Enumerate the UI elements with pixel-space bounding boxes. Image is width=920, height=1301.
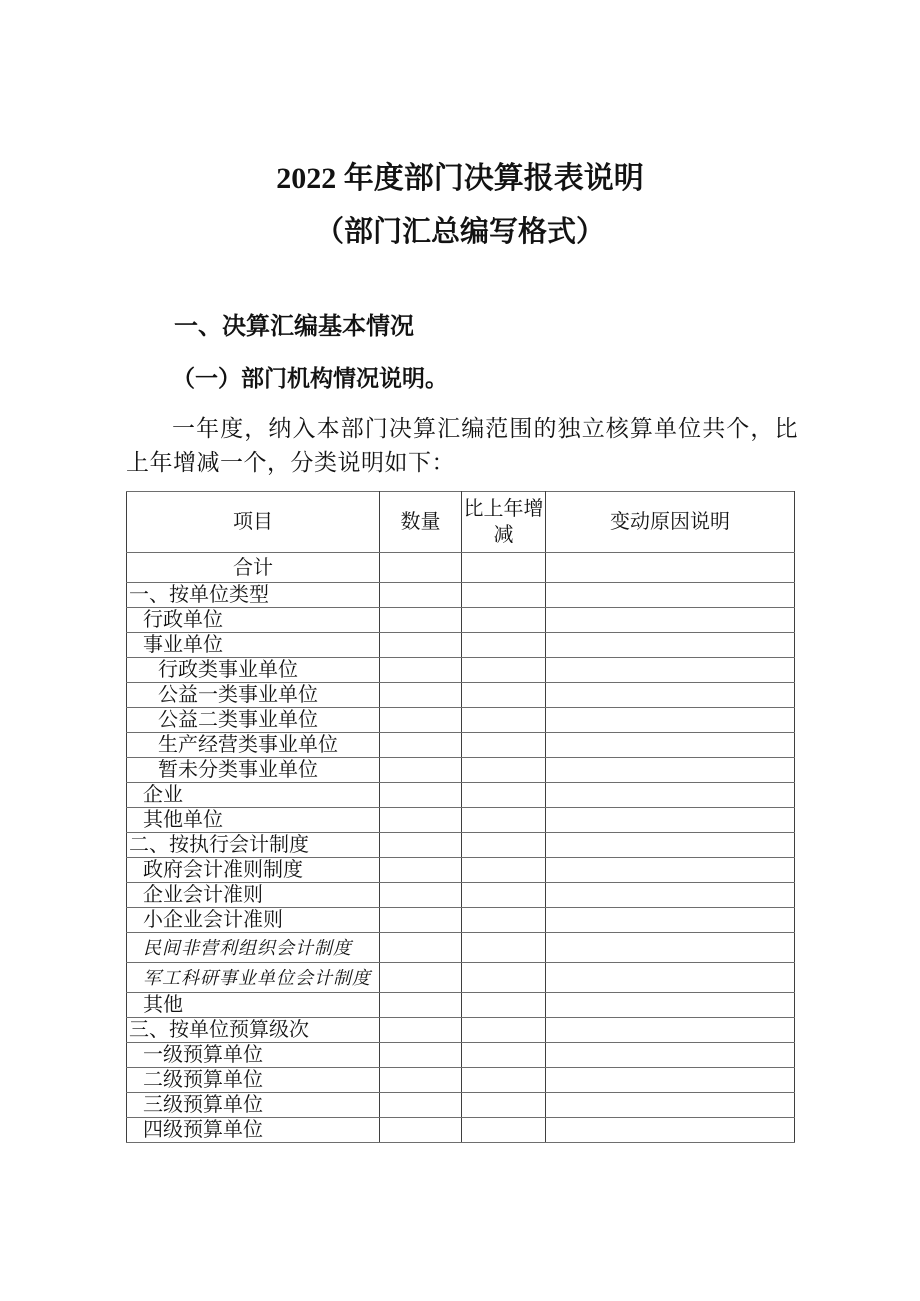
yoy-change-cell bbox=[462, 963, 546, 993]
item-cell: 二、按执行会计制度 bbox=[127, 833, 380, 858]
reason-cell bbox=[546, 1018, 795, 1043]
quantity-cell bbox=[380, 1118, 462, 1143]
document-subtitle: （部门汇总编写格式） bbox=[314, 216, 605, 248]
yoy-change-cell bbox=[462, 633, 546, 658]
table-row bbox=[127, 908, 795, 933]
reason-cell bbox=[546, 658, 795, 683]
quantity-cell bbox=[380, 683, 462, 708]
table-row bbox=[127, 963, 795, 993]
item-cell: 一、按单位类型 bbox=[127, 583, 380, 608]
table-row bbox=[127, 1018, 795, 1043]
reason-cell bbox=[546, 1093, 795, 1118]
yoy-change-cell bbox=[462, 908, 546, 933]
quantity-cell bbox=[380, 933, 462, 963]
item-cell: 小企业会计准则 bbox=[127, 908, 380, 933]
item-cell: 四级预算单位 bbox=[127, 1118, 380, 1143]
reason-cell bbox=[546, 733, 795, 758]
table-row bbox=[127, 553, 795, 583]
intro-paragraph: 一年度，纳入本部门决算汇编范围的独立核算单位共个，比上年增减一个，分类说明如下： bbox=[126, 416, 798, 475]
yoy-change-cell bbox=[462, 808, 546, 833]
yoy-change-cell bbox=[462, 858, 546, 883]
table-row bbox=[127, 633, 795, 658]
table-row bbox=[127, 808, 795, 833]
table-row bbox=[127, 933, 795, 963]
yoy-change-cell bbox=[462, 933, 546, 963]
item-cell: 事业单位 bbox=[127, 633, 380, 658]
table-row bbox=[127, 833, 795, 858]
table-header bbox=[127, 492, 795, 553]
item-cell: 三级预算单位 bbox=[127, 1093, 380, 1118]
table-header-row bbox=[127, 492, 795, 553]
reason-cell bbox=[546, 1118, 795, 1143]
item-cell: 企业会计准则 bbox=[127, 883, 380, 908]
item-cell: 三、按单位预算级次 bbox=[127, 1018, 380, 1043]
quantity-cell bbox=[380, 658, 462, 683]
yoy-change-cell bbox=[462, 583, 546, 608]
reason-cell bbox=[546, 808, 795, 833]
yoy-change-cell bbox=[462, 1093, 546, 1118]
table-row bbox=[127, 1068, 795, 1093]
item-cell: 民间非营利组织会计制度 bbox=[127, 933, 380, 963]
reason-cell bbox=[546, 783, 795, 808]
quantity-cell bbox=[380, 1093, 462, 1118]
reason-cell bbox=[546, 1043, 795, 1068]
quantity-cell bbox=[380, 758, 462, 783]
table-row bbox=[127, 708, 795, 733]
table-row bbox=[127, 1093, 795, 1118]
quantity-cell bbox=[380, 1068, 462, 1093]
item-cell: 其他单位 bbox=[127, 808, 380, 833]
table-row bbox=[127, 1043, 795, 1068]
item-cell: 其他 bbox=[127, 993, 380, 1018]
reason-cell bbox=[546, 858, 795, 883]
item-cell: 生产经营类事业单位 bbox=[127, 733, 380, 758]
reason-cell bbox=[546, 883, 795, 908]
item-cell: 行政类事业单位 bbox=[127, 658, 380, 683]
quantity-cell bbox=[380, 633, 462, 658]
yoy-change-cell bbox=[462, 993, 546, 1018]
item-cell: 合计 bbox=[127, 553, 380, 583]
yoy-change-cell bbox=[462, 708, 546, 733]
item-cell: 行政单位 bbox=[127, 608, 380, 633]
quantity-cell bbox=[380, 553, 462, 583]
section-heading: 一、决算汇编基本情况 bbox=[174, 314, 414, 340]
quantity-cell bbox=[380, 858, 462, 883]
item-cell: 公益一类事业单位 bbox=[127, 683, 380, 708]
item-cell: 军工科研事业单位会计制度 bbox=[127, 963, 380, 993]
yoy-change-cell bbox=[462, 1068, 546, 1093]
reason-cell bbox=[546, 758, 795, 783]
table-row bbox=[127, 758, 795, 783]
item-cell: 一级预算单位 bbox=[127, 1043, 380, 1068]
yoy-change-cell bbox=[462, 883, 546, 908]
column-header: 项目 bbox=[127, 492, 380, 553]
yoy-change-cell bbox=[462, 658, 546, 683]
table-row bbox=[127, 683, 795, 708]
quantity-cell bbox=[380, 963, 462, 993]
yoy-change-cell bbox=[462, 683, 546, 708]
table-row bbox=[127, 993, 795, 1018]
reason-cell bbox=[546, 553, 795, 583]
reason-cell bbox=[546, 993, 795, 1018]
reason-cell bbox=[546, 583, 795, 608]
item-cell: 企业 bbox=[127, 783, 380, 808]
reason-cell bbox=[546, 683, 795, 708]
reason-cell bbox=[546, 708, 795, 733]
table-row bbox=[127, 783, 795, 808]
reason-cell bbox=[546, 963, 795, 993]
item-cell: 暂未分类事业单位 bbox=[127, 758, 380, 783]
column-header: 比上年增减 bbox=[462, 492, 546, 553]
document-title: 2022 年度部门决算报表说明 bbox=[276, 162, 644, 195]
yoy-change-cell bbox=[462, 733, 546, 758]
quantity-cell bbox=[380, 833, 462, 858]
yoy-change-cell bbox=[462, 1018, 546, 1043]
table-row bbox=[127, 583, 795, 608]
quantity-cell bbox=[380, 708, 462, 733]
table-row bbox=[127, 883, 795, 908]
item-cell: 政府会计准则制度 bbox=[127, 858, 380, 883]
column-header: 变动原因说明 bbox=[546, 492, 795, 553]
quantity-cell bbox=[380, 1018, 462, 1043]
table-body bbox=[127, 553, 795, 1143]
table-row bbox=[127, 858, 795, 883]
table-row bbox=[127, 1118, 795, 1143]
table-row bbox=[127, 733, 795, 758]
quantity-cell bbox=[380, 908, 462, 933]
subsection-heading: （一）部门机构情况说明。 bbox=[172, 366, 448, 391]
quantity-cell bbox=[380, 883, 462, 908]
yoy-change-cell bbox=[462, 783, 546, 808]
yoy-change-cell bbox=[462, 833, 546, 858]
yoy-change-cell bbox=[462, 608, 546, 633]
quantity-cell bbox=[380, 993, 462, 1018]
quantity-cell bbox=[380, 783, 462, 808]
item-cell: 二级预算单位 bbox=[127, 1068, 380, 1093]
yoy-change-cell bbox=[462, 758, 546, 783]
column-header: 数量 bbox=[380, 492, 462, 553]
quantity-cell bbox=[380, 808, 462, 833]
quantity-cell bbox=[380, 733, 462, 758]
quantity-cell bbox=[380, 1043, 462, 1068]
unit-classification-table bbox=[126, 491, 795, 1143]
yoy-change-cell bbox=[462, 1043, 546, 1068]
reason-cell bbox=[546, 1068, 795, 1093]
quantity-cell bbox=[380, 583, 462, 608]
reason-cell bbox=[546, 608, 795, 633]
table-row bbox=[127, 658, 795, 683]
reason-cell bbox=[546, 833, 795, 858]
item-cell: 公益二类事业单位 bbox=[127, 708, 380, 733]
reason-cell bbox=[546, 908, 795, 933]
quantity-cell bbox=[380, 608, 462, 633]
yoy-change-cell bbox=[462, 1118, 546, 1143]
yoy-change-cell bbox=[462, 553, 546, 583]
reason-cell bbox=[546, 933, 795, 963]
table-row bbox=[127, 608, 795, 633]
reason-cell bbox=[546, 633, 795, 658]
